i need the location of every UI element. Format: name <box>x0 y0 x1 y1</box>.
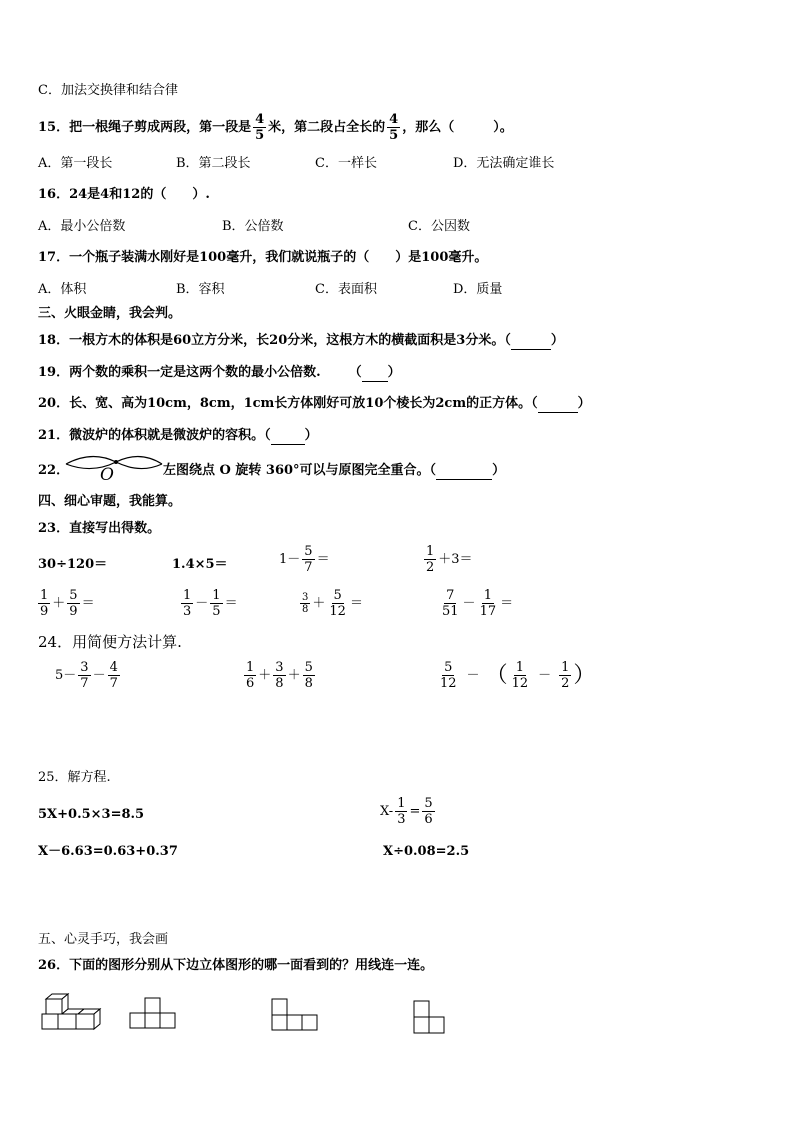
q24-expr-2: $\frac{1}{6}$ ＋ $\frac{3}{8}$ ＋ $\frac{5}{8}$ <box>246 660 313 691</box>
q15-fraction-2: $\frac{4}{5}$ <box>389 112 399 143</box>
q19-statement: 19．两个数的乘积一定是这两个数的最小公倍数. （ ） <box>38 365 401 380</box>
q22-rotation-figure <box>64 452 164 485</box>
q18-statement: 18．一根方木的体积是60立方分米，长20分米，这根方木的横截面积是3分米。（ ） <box>38 333 564 348</box>
section-5-heading: 五、心灵手巧，我会画 <box>38 932 169 947</box>
q22-number: 22． <box>38 463 70 478</box>
q19-answer-blank[interactable] <box>362 367 388 382</box>
q26-solid-figure <box>40 993 104 1033</box>
q15-text-3: ，那么（ ）。 <box>402 120 513 135</box>
section-3-heading: 三、火眼金睛，我会判。 <box>38 306 182 321</box>
section-4-heading: 四、细心审题，我能算。 <box>38 494 182 509</box>
q22-statement: 左图绕点 O 旋转 360°可以与原图完全重合。（ ） <box>163 463 506 478</box>
q26-view-1 <box>129 996 177 1030</box>
q21-answer-blank[interactable] <box>271 430 305 445</box>
q23-expr-2: 1.4×5＝ <box>172 557 228 572</box>
q23-expr-1: 30÷120＝ <box>38 557 108 572</box>
q17-option-a: A．体积 <box>38 282 87 297</box>
q23-expr-5: $\frac{1}{9}$ ＋ $\frac{5}{9}$ ＝ <box>40 588 95 619</box>
q14-option-c: C．加法交换律和结合律 <box>38 83 178 98</box>
q23-title: 23．直接写出得数。 <box>38 521 161 536</box>
q24-expr-1: 5－ $\frac{3}{7}$ － $\frac{4}{7}$ <box>55 660 118 691</box>
q15-option-c: C．一样长 <box>315 156 377 171</box>
q23-expr-6: $\frac{1}{3}$ － $\frac{1}{5}$ ＝ <box>183 588 238 619</box>
q23-expr-7: $\frac{3}{8}$ ＋ $\frac{5}{12}$ ＝ <box>302 588 363 619</box>
q15-option-b: B．第二段长 <box>176 156 251 171</box>
q15-number: 15． <box>38 120 70 135</box>
q25-title: 25．解方程. <box>38 770 111 785</box>
q25-equation-4: X÷0.08=2.5 <box>383 844 470 859</box>
q24-title: 24．用简便方法计算. <box>38 633 182 651</box>
q17-option-d: D．质量 <box>453 282 503 297</box>
q16-option-c: C．公因数 <box>408 219 470 234</box>
q17-option-b: B．容积 <box>176 282 225 297</box>
q15-option-a: A．第一段长 <box>38 156 113 171</box>
q25-equation-2: X- $\frac{1}{3}$ = $\frac{5}{6}$ <box>380 796 433 827</box>
q16-question: 16．24是4和12的（ ）. <box>38 187 210 202</box>
q17-question: 17．一个瓶子装满水刚好是100毫升，我们就说瓶子的（ ）是100毫升。 <box>38 250 488 265</box>
q24-expr-3: $\frac{5}{12}$ － （ $\frac{1}{12}$ － $\frac{1}{2}$ ） <box>440 660 596 691</box>
q15-text-2: 米，第二段占全长的 <box>268 120 386 135</box>
q18-answer-blank[interactable] <box>511 335 551 350</box>
q15-question <box>38 110 513 146</box>
q23-expr-3: 1－ $\frac{5}{7}$ ＝ <box>279 544 330 575</box>
q23-expr-8: $\frac{7}{51}$ － $\frac{1}{17}$ ＝ <box>442 588 514 619</box>
q15-fraction-1: $\frac{4}{5}$ <box>255 112 265 143</box>
q26-view-3 <box>413 998 447 1036</box>
q23-expr-4: $\frac{1}{2}$ ＋3＝ <box>426 544 473 575</box>
q16-option-b: B．公倍数 <box>222 219 284 234</box>
q26-instruction: 26．下面的图形分别从下边立体图形的哪一面看到的？用线连一连。 <box>38 958 434 973</box>
q25-equation-1: 5X+0.5×3=8.5 <box>38 807 145 822</box>
q20-answer-blank[interactable] <box>538 398 578 413</box>
q26-view-2 <box>271 996 319 1032</box>
q22-answer-blank[interactable] <box>436 465 492 480</box>
q21-statement: 21．微波炉的体积就是微波炉的容积。（ ） <box>38 428 318 443</box>
q20-statement: 20．长、宽、高为10cm，8cm，1cm长方体刚好可放10个棱长为2cm的正方体。（ ） <box>38 396 591 411</box>
q15-option-d: D．无法确定谁长 <box>453 156 555 171</box>
q25-equation-3: X－6.63=0.63+0.37 <box>38 844 178 859</box>
q15-text-1: 把一根绳子剪成两段，第一段是 <box>69 120 252 135</box>
q22-point-label: O <box>100 465 114 485</box>
q17-option-c: C．表面积 <box>315 282 377 297</box>
q16-option-a: A．最小公倍数 <box>38 219 126 234</box>
